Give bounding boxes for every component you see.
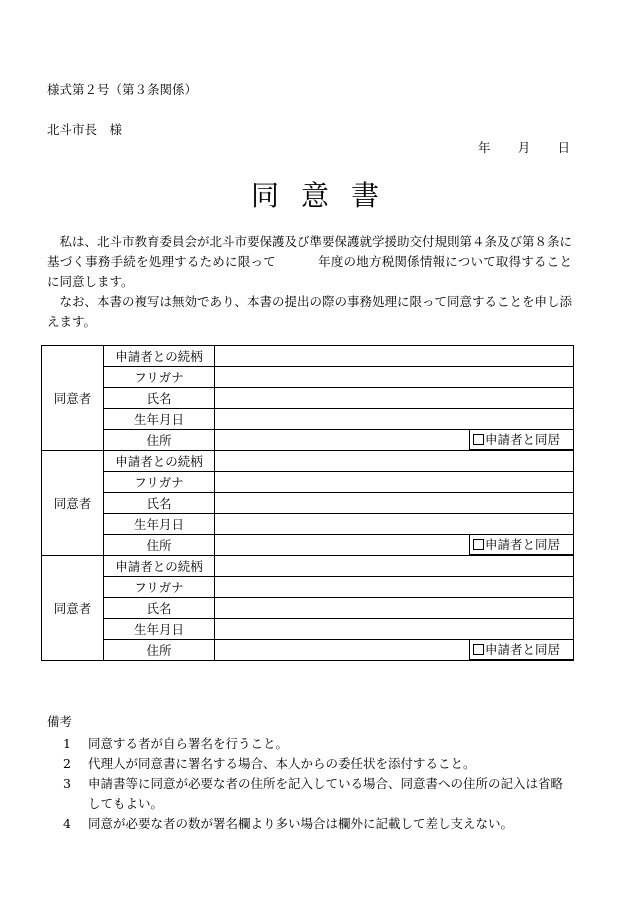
furigana-field[interactable]	[215, 472, 574, 493]
consent-paragraph-2: なお、本書の複写は無効であり、本書の提出の際の事務処理に限って同意することを申し添えます。	[47, 294, 573, 329]
consenter-group-label: 同意者	[42, 556, 104, 661]
page-title: 同意書	[250, 179, 401, 212]
consenter-row-relationship	[42, 451, 574, 472]
name-label: 氏名	[104, 598, 215, 619]
cohabit-checkbox[interactable]	[469, 430, 573, 450]
note-item	[63, 774, 575, 814]
address-field[interactable]	[215, 430, 574, 451]
name-field[interactable]	[215, 598, 574, 619]
note-number: 4	[63, 816, 71, 831]
furigana-label: フリガナ	[104, 577, 215, 598]
address-label: 住所	[104, 430, 215, 451]
note-text: 代理人が同意書に署名する場合、本人からの委任状を添付すること。	[88, 756, 476, 771]
address-label: 住所	[104, 640, 215, 661]
relationship-field[interactable]	[215, 556, 574, 577]
note-number: 2	[63, 756, 71, 771]
birthdate-field[interactable]	[215, 409, 574, 430]
relationship-label: 申請者との続柄	[104, 346, 215, 367]
birthdate-label: 生年月日	[104, 409, 215, 430]
form-number: 様式第２号（第３条関係）	[47, 82, 198, 97]
name-label: 氏名	[104, 388, 215, 409]
note-text: 同意する者が自ら署名を行うこと。	[88, 736, 289, 751]
furigana-label: フリガナ	[104, 367, 215, 388]
consenter-row-name	[42, 388, 574, 409]
consenter-row-furigana	[42, 472, 574, 493]
furigana-label: フリガナ	[104, 472, 215, 493]
consent-paragraph-1	[47, 232, 572, 292]
consent-statement	[47, 232, 572, 332]
date-month-label: 月	[517, 140, 531, 155]
birthdate-label: 生年月日	[104, 619, 215, 640]
note-number: 3	[63, 776, 71, 791]
relationship-label: 申請者との続柄	[104, 451, 215, 472]
consenter-row-birthdate	[42, 409, 574, 430]
cohabit-label: 申請者と同居	[485, 432, 561, 447]
date-line	[478, 138, 570, 156]
checkbox-icon[interactable]	[473, 539, 484, 550]
consenter-row-relationship	[42, 556, 574, 577]
name-field[interactable]	[215, 388, 574, 409]
note-item	[63, 754, 575, 774]
relationship-label: 申請者との続柄	[104, 556, 215, 577]
name-label: 氏名	[104, 493, 215, 514]
cohabit-checkbox[interactable]	[469, 640, 573, 660]
birthdate-field[interactable]	[215, 619, 574, 640]
cohabit-checkbox[interactable]	[469, 535, 573, 555]
name-field[interactable]	[215, 493, 574, 514]
checkbox-icon[interactable]	[473, 434, 484, 445]
consent-text-part2: 年度の地方税関係情報について取得することに同意します。	[47, 254, 572, 289]
addressee: 北斗市長 様	[47, 122, 123, 137]
consenter-row-name	[42, 493, 574, 514]
consenter-row-furigana	[42, 367, 574, 388]
furigana-field[interactable]	[215, 577, 574, 598]
consenter-row-relationship	[42, 346, 574, 367]
relationship-field[interactable]	[215, 451, 574, 472]
notes-title: 備考	[47, 714, 73, 729]
note-text: 同意が必要な者の数が署名欄より多い場合は欄外に記載して差し支えない。	[88, 816, 514, 831]
note-text: 申請書等に同意が必要な者の住所を記入している場合、同意書への住所の記入は省略してもよい。	[88, 776, 564, 811]
birthdate-field[interactable]	[215, 514, 574, 535]
relationship-field[interactable]	[215, 346, 574, 367]
consenter-group-label: 同意者	[42, 451, 104, 556]
birthdate-label: 生年月日	[104, 514, 215, 535]
consenter-group-label: 同意者	[42, 346, 104, 451]
consenter-table	[41, 345, 574, 661]
consenter-row-birthdate	[42, 514, 574, 535]
note-number: 1	[63, 736, 71, 751]
cohabit-label: 申請者と同居	[485, 642, 561, 657]
consenter-row-address	[42, 535, 574, 556]
note-item	[63, 734, 575, 754]
note-item	[63, 814, 575, 834]
consent-text-part1: 私は、北斗市教育委員会が北斗市要保護及び準要保護就学援助交付規則第４条及び第８条に基づく事務手続を処理するために限って	[47, 234, 573, 269]
furigana-field[interactable]	[215, 367, 574, 388]
address-label: 住所	[104, 535, 215, 556]
date-day-label: 日	[557, 140, 570, 155]
address-field[interactable]	[215, 640, 574, 661]
checkbox-icon[interactable]	[473, 644, 484, 655]
consenter-row-name	[42, 598, 574, 619]
consenter-row-birthdate	[42, 619, 574, 640]
address-field[interactable]	[215, 535, 574, 556]
notes-list	[63, 734, 575, 834]
consenter-row-address	[42, 430, 574, 451]
consenter-row-furigana	[42, 577, 574, 598]
date-year-label: 年	[478, 140, 491, 155]
consenter-row-address	[42, 640, 574, 661]
cohabit-label: 申請者と同居	[485, 537, 561, 552]
